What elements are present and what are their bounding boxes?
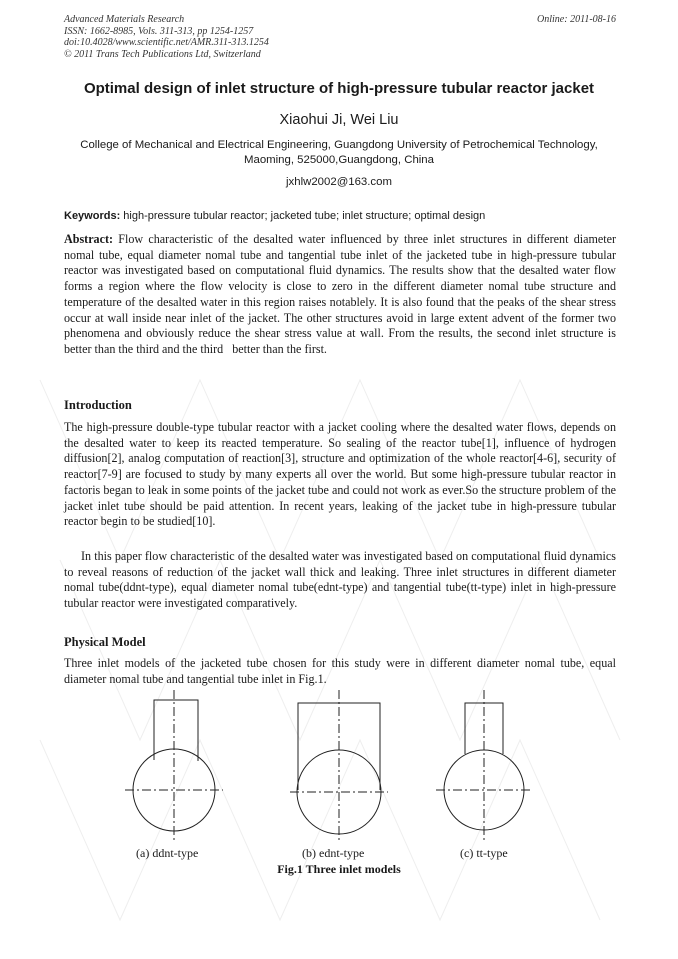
issn-line: ISSN: 1662-8985, Vols. 311-313, pp 1254-1257 xyxy=(64,25,254,37)
abstract xyxy=(64,232,616,358)
caption-b: (b) ednt-type xyxy=(302,846,365,860)
keywords-text: high-pressure tubular reactor; jacketed tube; inlet structure; optimal design xyxy=(120,210,486,222)
caption-c: (c) tt-type xyxy=(460,846,508,860)
caption-a: (a) ddnt-type xyxy=(136,846,199,860)
doi-line: doi:10.4028/www.scientific.net/AMR.311-313.1254 xyxy=(64,37,269,48)
keywords-label: Keywords: xyxy=(64,210,121,222)
physical-model-heading: Physical Model xyxy=(64,635,146,649)
introduction-paragraph-1: The high-pressure double-type tubular reactor with a jacket cooling where the desalted water flows, depends on the desalted water to keep its reacted temperature. So sealing of the reactor tube[1], influence of hydrogen diffusion[2], analog computation of reaction[3], structure and optimization of the whole reactor[4-6], security of reactor[7-9] are focused to study by many experts all over the world. But some high-pressure tubular reactor in factoris began to leak in some points of the jacket tube and could not work as ever.So the structure problem of the jacket inlet tube should be paid attention. In recent years, leaking of the jacket tube in high-pressure tubular reactor begin to be studied[10]. xyxy=(64,420,616,529)
keywords xyxy=(64,210,616,222)
email: jxhlw2002@163.com xyxy=(286,176,392,188)
physical-model-paragraph: Three inlet models of the jacketed tube chosen for this study were in different diameter nomal tube, equal diameter nomal tube and tangential tube inlet in Fig.1. xyxy=(64,656,616,686)
affiliation: College of Mechanical and Electrical Engineering, Guangdong University of Petrochemical Technology, Maoming, 525000,Guangdong, China xyxy=(80,139,598,166)
journal-header xyxy=(64,14,616,60)
introduction-paragraph-2: In this paper flow characteristic of the desalted water was investigated based on computational fluid dynamics to reveal reasons of reduction of the jacket wall thick and leaking. Three inlet structures in different diameter nomal tube(ddnt-type), equal diameter nomal tube(ednt-type) and tangential tube(tt-type) inlet in high-pressure tubular reactor were investigated comparatively. xyxy=(64,549,616,611)
abstract-label: Abstract: xyxy=(64,232,114,246)
ednt-inlet-model xyxy=(290,690,388,842)
tt-inlet-model xyxy=(436,690,532,840)
online-date: Online: 2011-08-16 xyxy=(537,14,616,25)
authors: Xiaohui Ji, Wei Liu xyxy=(279,112,399,128)
copyright-line: © 2011 Trans Tech Publications Ltd, Switzerland xyxy=(64,48,261,60)
figure-1 xyxy=(0,690,678,890)
journal-name: Advanced Materials Research xyxy=(64,14,185,25)
ddnt-inlet-model xyxy=(125,690,223,840)
paper-title: Optimal design of inlet structure of high-pressure tubular reactor jacket xyxy=(83,80,595,97)
introduction-heading: Introduction xyxy=(64,398,132,412)
figure-caption: Fig.1 Three inlet models xyxy=(277,862,401,876)
abstract-text: Flow characteristic of the desalted water influenced by three inlet structures in different diameter nomal tube, equal diameter nomal tube and tangential tube inlet of the jacketed tube in high-pressure tubular reactor was investigated based on computational fluid dynamics. The results show that the desalted water flow forms a region where the flow velocity is close to zero in the different diameter nomal tube structure and temperature of the desalted water in this region raises notablely. It is also found that the peaks of the shear stress occur at wall inside near inlet of the jacket. The other structures avoid in large extent advent of the former two phenomena and obviously reduce the shear stress value at wall. From the results, the second inlet structure is better than the third and the third better than the first. xyxy=(64,232,616,356)
